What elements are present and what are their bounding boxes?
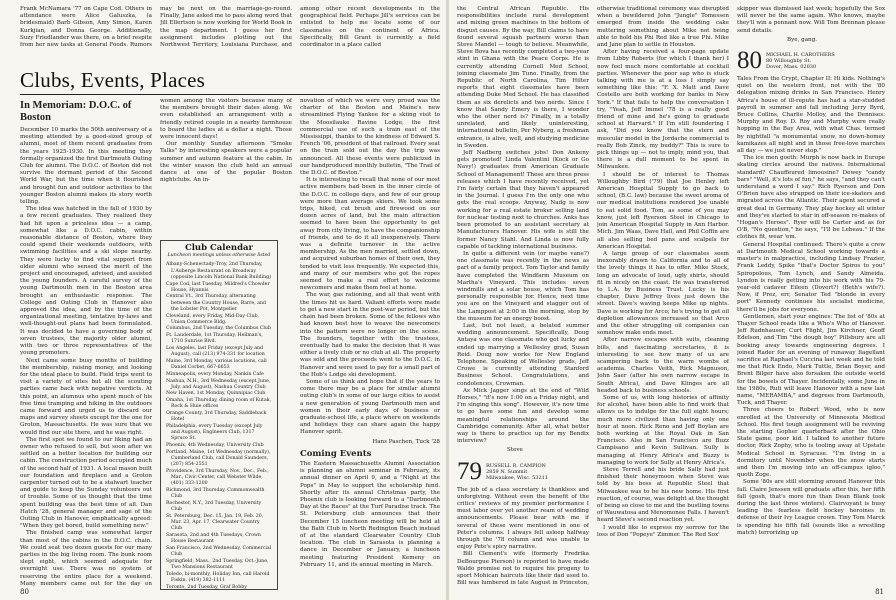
paragraph: Tales From the Crypt, Chapter II: Hi kids. Nothing's quiet on the western front, not with the '80 delegation mixing drinks in San Francisco. Henry Africa's house of ill-repute has had a star-studded payroll in summer and fall including Jerry Byrd, Bruce Collins, Charlie Molloy, and the Dennises: Murphy and Roy. D. Roy and Murphy were really hopping in the Bay Area, with what Chas. termed by nightfall "a monumental snow, no down-homey kamikazes all night and in those free-love marches all day — we just never stop." [737, 76, 885, 155]
paragraph: It is interesting to recall that none of our most active members had been in the inner circle of the D.O.C. in college days, and few of our group were more than average skiers. We took some trips, hiked, cut brush and firewood on our dozen acres of land, but the main attraction seemed to have been the opportunity to get away from city living, to have the companionship of friends, and to do it all inexpensively. There was a definite turnover in the active membership. As the men married, settled down, and acquired suburban homes of their own, they tended to visit less frequently. We expected this, and many of our members who got the ropes seemed to make a real effort to welcome newcomers and make them feel at home. [300, 177, 440, 292]
class-80-address: MICHAEL H. CAROTHERS 80 Willoughby St. Dover, Mass. 02030 [766, 52, 835, 71]
paragraph: I would like to express my sorrow for the loss of Don "Popeye" Zimmer. The Red Sox' [597, 524, 729, 538]
paragraph: Some of us think and hope that if the years to come there may be a place for similar alumni outing club's in some of our large cities to assist a new generation of young Dartmouth men and women in their early days of business or graduate-school life, a place where on weekends and holidays they can share again the happy Hanover spirit. [300, 378, 440, 436]
memoriam-column-2 [160, 98, 292, 236]
calendar-entry: Cleveland, every Friday, Mid-Day Club, Union Commerce Bldg. [166, 313, 260, 325]
club-calendar-list [166, 262, 272, 590]
paragraph: The ice men goeth: Murph is now back in Europe skating circles around the natives. International standard? Chauffeured limousine? Dewey "candy bars" "Well, it's lots of fun," he says, "and they can't understand a word I say." Rich Ryerson and Don O'Brien have also strapped on their ice-skaters and migrated across the Atlantic. Their agent secured a great deal in Germany. They play hockey all winter and they've started to star in off-season re-makes of "Hogan's Heroes". Ryer will be Carter and as for O'B, "No question," he says, "I'll be Lebeau." If the clothes fit, wear 'em. [737, 155, 885, 241]
paragraph: The first spot we found to our liking had an owner who refused to sell, but soon after we settled on a better location for building our cabin. The construction period occupied much of the second half of 1931. A local mason built our foundation and fireplace and a Groton carpenter turned out to be a stalwart teacher and guide to keep the Sunday volunteers out of trouble. Some of us thought that the time spent building was the best time of all. Dan Hatch '28, general manager and sage of the Outing Club in Hanover, emphatically agreed: "When they get bored, build something new." [20, 436, 152, 530]
paragraph: The idea was hatched in the fall of 1930 by a few recent graduates. They realized they had hit upon a priceless idea — a camp, somewhat like a D.O.C. cabin, within reasonable distance of Boston, where they could spend their weekends outdoors, with swimming facilities and a ski slope nearby. They were lucky to find vital support from older alumni who sensed the merit of the project and encouraged, advised, and assisted the young founders. A careful survey of the young Dartmouth men in the Boston area brought an enthusiastic response. The College and Outing Club in Hanover also approved the idea, and by the time of the organizational meeting, tentative by-laws and well-thought-out plans had been formulated. It was decided to have a governing body of seven trustees, the majority older alumni, with two or three representatives of the young promoters. [20, 206, 152, 357]
signoff: Bye, gang. [787, 36, 818, 43]
calendar-entry: Richmond, 3rd Thursday, Commonwealth Club [166, 488, 265, 500]
calendar-entry: Philadelphia, every Tuesday (except July and August), Engineers Club, 1317 Spruce St. [166, 423, 263, 442]
top-text-col3: among other recent developments in the geographical field. Perhaps Jill's services can be enlisted to help me locate some of our classmates on the continent of Africa. Specifically, Bill Grant is currently a field coordinator in a place called [300, 6, 440, 48]
calendar-entry: Rochester, N.Y., 3rd Tuesday, University Club [166, 500, 262, 513]
paragraph: skipper was dismissed last week; hopefully the Sox will never be the same again. Who knows, maybe they'll win a pennant now. Will Tom Brennan please send details. [737, 6, 885, 34]
class-79-address: RUSSELL R. CAMPION 2859 N. Summit Milwaukee, Wisc. 53211 [486, 462, 549, 481]
paragraph: Last, but not least, a belated summer wedding announcement. Specifically, Doug Antaya was one classmate who got lucky and ended up marrying a Wellesley grad, Susan Reid. Doug now works for New England Telephone. Speaking of Wellesley grads, Jeff Crowe is currently attending Stanford Business School. Congratulations, and condolences, Crowman. [457, 322, 589, 387]
paragraph: I should be of interest to Thomas Willoughby Bird ('79) that Joe Henley left American Hospital Supply to go back to school, (B.C. law) because the sweet aroma of our medical institutions rendered Joe unable to eat solid food. Tom, as some of you may know, just left Ryerson Steel in Chicago to join American Hospital Supply in Ann Harbor. Mich. Jim Waas, Dave Hall, and Phil Coffin are all also selling bed pans and scalpels for American Hospital. [597, 171, 729, 250]
class-79-header [457, 457, 589, 485]
paragraph: General Hospital continued: There's quite a crew at Dartmouth Medical School working towards a master's in malpractice, including Lindsay Frazier, Frank Leddy, Spike "that's Doctor Spiros to you" Spiropolous, Tom Lynch, and Sandy Almeida. Lyndon is really getting into his work with his 79-year-old cadaver Eileen (Dovert?) (Beth's wife?). Now, if Prez, err, Senator Ted "blonde in every port" Kennedy continues his socialist medicine, there'll be jobs for everyone. [737, 241, 885, 313]
calendar-entry: Los Angeles, last Friday (except July and August), call (213) 974-331 for location [166, 346, 265, 358]
paragraph: Some of us, with long histories of affinity for alcohol, have been able to find work that allows us to indulge for the full eight hours; much more civilized than having only one hour at noon. Rick Reno and Jeff Boylan are both working at the Royal Oak in San Francisco. Also in San Francisco are Buzz Campisano and Kevin Sullivan. Sully is managing at Henry Africa's and Buzzy is managing to work for Sully at Henry Africa's. [597, 394, 729, 466]
calendar-entry: Albany-Schenectady-Troy, 2nd Thursday, L'Auberge Restaurant on Broadway (opposite Lincoln National Bank Building) [166, 262, 271, 280]
club-calendar-subtitle: Luncheon meetings unless otherwise listed [167, 253, 271, 259]
calendar-entry: Orange County, 3rd Thursday, Saddleback Hotel [166, 411, 267, 423]
calendar-entry: Minneapolis, every Monday, Nankin Cafe [166, 371, 264, 377]
calendar-entry: Omaha, 1st Thursday, dining room of Kutak, Rock & Huie offices [166, 398, 272, 410]
club-calendar-box [160, 240, 278, 590]
calendar-entry: Maine, 3rd Monday, various locations, call Daniel Corbet, 667-6653 [166, 358, 267, 371]
paragraph: otherwise traditional ceremony was disrupted when a bewildered John "Jungle" Tomessen emerged from inside the wedding cake muttering something about Mike not being able to hold his Phi Red like a true Phi. Mike and Jane plan to settle in Houston. [597, 6, 729, 49]
class-notes-col2 [597, 6, 729, 586]
paragraph: A large group of our classmates seem inexorably drawn to California and to all of the lovely things it has to offer. Mike Stock, long an advocate of loud, ugly shirts, should fit in nicely on the coast. He was transferred to L.A. by Business Trust. Lucky is his chapter, Dave Jeffrey lives just down the street. Dave's waving keeps Mike up nights. Dave is working for Arco; he's trying to get oil depletion allowances increased so that Arco and the other struggling oil companies can somehow make ends meet. [597, 250, 729, 337]
calendar-entry: Nashua, N.H., 3rd Wednesday (except June, July, and August), Nashua Country Club [166, 378, 271, 390]
paragraph: The war, gas rationing, and all that went with the times hit us hard. Valiant efforts were made to get a new start in the post-war period, but the chain had been broken. Some of the fellows who had known best how to weave the newcomers into the pattern were no longer on the scene. The founders, together with the trustees, eventually had to make the decision that it was either a lively club or no club at all. The property was sold and the proceeds went to the D.O.C. in Hanover and were used to pay for a small part of the Hob's Lodge ski development. [300, 292, 440, 378]
right-page [449, 0, 896, 600]
coming-events-heading: Coming Events [300, 448, 372, 459]
paragraph: Gentlemen, start your engines: The list of '80s at Thayer School reads like a Who's Who of Hanover. Jeff Rudnhauser, Curt Flight, Jim Kirchner, Geoff Edelson, and Tim "the dough boy" Pillsbury are all booking away towards engineering degrees. I joined Rader for an evening of runaway flagellant sacrifice at Raphael's Cuccina last week and he told me that Rick Endo, Mark Tuttle, Brian Boyer, and Brent Bilger have also forsaken the outside world for the bowels of Thayer. Incidentally, some June in the 1980s, Ruti will leave Hanover with a new last name, "MERAMBA," and degrees from Dartmouth, Tuck, and Thayer. [737, 313, 885, 407]
signature-steve: Steve [507, 447, 523, 454]
calendar-entry: Columbus, 2nd Tuesday, the Columbus Club [166, 326, 271, 332]
class-notes-col3 [737, 6, 885, 586]
calendar-entry: Phoenix, 4th Wednesday, University Club [166, 443, 264, 449]
class-notes-col1 [457, 6, 589, 586]
calendar-entry: New Haven, 1st Monday, Quinnipiac Club [166, 391, 266, 397]
memoriam-column [20, 98, 152, 586]
paragraph: After narrow escapes with suits, cleaning bills, and fascinating secretaries, it is interesting to see how many of us are scampering back to the warm wombs of academia. Charles Veith, Rick Magnuson, John Saer (after his own narrow escape in South Africa), and Dave Klinges are all headed back to business schools. [597, 337, 729, 394]
paragraph: As Mick Jagger sings at the end of "Wild Horses," "it's now 1:00 on a Friday night, and I'm singing this song". However, it's now time to go have some fun and develop some meaningful relationships around the Cambridge community. After all, what better way is there to practice up for my Bendix interview? [457, 387, 589, 445]
paragraph: The Eastern Massachusetts Alumni Association is planning an alumni seminar in February, its annual dinner on April 9, and a "Night at the Pops" in May to support the scholarship fund. Shortly after its annual Christmas party, the Phoenix club is looking forward to a "Dartmouth Day at the Races" at the Turf Paradise track. The St. Petersburg club announces that their December 15 luncheon meeting will be held at the Bath Club in North Redington Beach instead of at the standard Clearwater Country Club location. The club in Sarasota is planning a dance in December or January, a luncheon meeting featuring President Kemeny on February 11, and its annual meeting in March. [300, 460, 440, 568]
calendar-entry: St. Petersburg, Dec. 15, Jan. 19, Feb. 20, Mar. 23, Apr. 17, Clearwater Country Club [166, 513, 264, 532]
article-signature: Hans Paschen, Tuck '28 [372, 438, 440, 445]
paragraph: After having received a four-page update from Libby Roberts (for which I thank her) I now feel much more comfortable at cocktail parties. Whenever the poor sap who is stuck talking with me is at a loss I simply say something like this: "F. X. Matt and Dave Costello are both working for banks in New York." If that fails to help the conversation I try, "Yeah, Jeff Immel '78 is a really good friend of mine and he's going to graduate school at Harvard." If I'm still foundering I ask, "Did you know that the stern and muscular model in the Jordache commercial is really Bob Zinck, my buddy?" This is sure to pick things up — not to imply, mind you, that there is a dull moment to be spent in Milwaukee. [597, 49, 729, 171]
calendar-entry: San Francisco, 2nd Wednesday, Commercial Club [166, 545, 272, 558]
top-text-col2: may be next on the marriage-go-round. Finally, Jane asked me to pass along word that Jill Ellertson is now working for World Book in the map department. I guess her first assignment includes plotting out the Northwest Territory, Louisiana Purchase, and [160, 6, 292, 48]
memoriam-heading: In Memoriam: D.O.C. of Boston [20, 100, 132, 123]
paragraph: women among the visitors because many of the members brought their dates along. We even established an arrangement with a friendly retired couple in a nearby farmhouse to board the ladies at a dollar a night. Those were innocent days! [160, 98, 292, 141]
class-year-80: 80 [737, 47, 762, 75]
paragraph: the Central African Republic. His responsibilities include rural development and mixing green machines in the bottom of disgust causes. By the way, Bill claims to have found several squash partners worse than Steve Mandel — tough to believe. Meanwhile, Steve Bova has recently completed a two-year stint in Ghana with the Peace Corps. He is currently attending Cornell Med School, joining classmate Jim Tuno. Finally, from the Republic of North Carolina, Tim Hilter reports that eight classmates have been attending Duke Med School. He has classified them as six derelicts and two nerds. Since I know that Sandy Emery is there, I wonder who the other nerd is? Finally, in a totally unrelated, and likely uninteresting, international bulletin, Per Nyberg, a freshman entrance, is alive, well, and studying medicine in Sweden. [457, 6, 589, 149]
top-text-col1: Frank McNamara '77 on Cape Cod. Others in attendance were Alice Galuszka, (a bridesmaid) Barb Gibson, Amy Simon, Karen Kurkjian, and Donna George. Additionally, Suzy Friedlander was there, on a brief respite from her new tasks at General Foods. Rumors [20, 6, 152, 48]
memoriam-column-3 [300, 98, 440, 586]
calendar-entry: Toledo, bi-monthly, Holiday Inn, call Harold Fiskin, (419) 382-1111 [166, 571, 270, 583]
calendar-entry: Portland, Maine, 1st Wednesday (normally), Cumberland Club, call Donald Saunders, (207) 854-2551 [166, 449, 271, 468]
class-80-header [737, 49, 885, 73]
paragraph: Some '80s are still storming around Hanover this fall. Claire Jenssen will graduate after this, her fifth fall (gosh, that's more fun than Dean Blank took during the last three winters). Clairvoyant is busy leading the fearless field hockey heroines in defense of their Ivy League crown. Tiny Tom Marck is spending his fifth fall (sounds like a wrestling match) terrorizing up [737, 479, 885, 536]
left-page [0, 0, 447, 600]
page-number-right: 81 [875, 588, 884, 596]
calendar-entry: Central Vt., 3rd Thursday, alternating between the Country House, Barre, and the Lobster Pot, Montpelier [166, 294, 266, 312]
paragraph: Three cheers to Robert Wood, who is now enrolled at the University of Minnesota Medical School. His first tough assignment will be reviving the starting Gopher quarterback after the Ohio State game, poor kid. I talked to another future doctor, Rick Zophy, who is tooling away at Upstate Medical School in Syracuse. "I'm living in a dormitory until November when the snow starts and then I'm moving into an off-campus igloo," quoth Zoge. [737, 407, 885, 479]
calendar-entry: Cape Cod, last Tuesday, Mildred's Chowder House, Hyannis [166, 281, 270, 293]
class-year-79: 79 [457, 457, 482, 485]
paragraph: December 10 marks the 50th anniversary of a meeting attended by a good-sized group of alumni, most of them recent graduates from the years 1925-1930. In this meeting they formally organized the first Dartmouth Outing Club for alumni. The D.O.C. of Boston did not survive the dormant period of the Second World War, but the time when it flourished and brought fun and outdoor activities to the younger Boston alumni makes its story worth telling. [20, 127, 152, 206]
calendar-entry: Toronto, 2nd Tuesday, Graf Bobby [166, 584, 247, 590]
calendar-entry: Sarasota, 2nd and 4th Tuesdays, Crown House Restaurant [166, 532, 261, 545]
club-calendar-title: Club Calendar [184, 243, 254, 253]
paragraph: The finished camp was somewhat larger than most of the cabins in the D.O.C. chain. We could seat two dozen guests for our many parties in the big living room. The bunk room slept eight, which seemed adequate for overnight use. There was no system of reserving the entire place for a weekend. Many members came out for the day on [20, 530, 152, 586]
calendar-entry: Ft. Lauderdale, 1st Thursday, Heilman's, 1710 Sunrise Blvd. [166, 333, 263, 345]
calendar-entry: Providence, 3rd Thursday, Nov., Dec., Feb., Mar., Civic Center, call Webster Wilde, (401) 333-1200 [166, 468, 269, 487]
paragraph: In quite a different vein (or maybe vane?) one classmate was recently in the news as part of a family project. Tom Taylor and family have completed the Windfarm Museum on Martha's Vineyard. This includes seven windmills and a solar house, which Tom has personally responsible for. Hence, next time you are on the Vineyard and stagger out of the Lamppost at 2:00 in the morning, stop by the museum for an energy boost. [457, 250, 589, 322]
paragraph: Our monthly Sunday afternoon "Smoke Talks" by interesting speakers were a popular summer and autumn feature at the cabin. In the winter season the club held an annual dance at one of the popular Boston nightclubs. An in- [160, 141, 292, 184]
paragraph: Next came some busy months of building the membership, raising money, and looking for the ideal place to build. Field trips went to visit a variety of sites but all the scouting parties came back with negative verdicts. At this point, an alumnus who spent much of his free time tramping and hiking in the outdoors came forward and urged us to discard our maps and survey sheets except for the one for Groton, Massachusetts. He was sure that we would find our site there, and he was right. [20, 357, 152, 436]
paragraph: novation of which we were very proud was the charter of the Boston and Maine's new streamlined Flying Yankee for a skiing visit to the Moosilauke Ravine Lodge, the first commercial use of such a train east of the Mississippi, thanks to the kindness of Edward S. French '06, president of that railroad. Every seat on the train sold out the day the trip was announced. All these events were publicized in our handproduced monthly bulletin, "The Trail of the D.O.C. of Boston." [300, 98, 440, 177]
paragraph: The job of a class secretary is thankless and unforgiving. Without even the benefit of the critics' reviews of my premier performance I must labor over yet another ream of wedding announcements. Please bear with me if several of these were mentioned in one of Peter's columns. I always fell asleep halfway through the '78 column and was unable to enjoy Pete's spicy narrative. [457, 486, 589, 551]
paragraph: Jeff Nadberg switches jobs! Don Ankeny gets promoted! Linda Valentini (Kock or Go Navy!) graduates from American Graduate School of Management! These are three press releases which I have recently received, yet I'm fairly certain that they haven't appeared in the Journal. I guess I'm the only one who gets the real scoops. Anyway, Nadg is now working for a real estate broker selling land for nuclear testing next to churches. Anks has been promoted to an assistant secretary at Manufacturers Hanover. His wife is still the former Nancy Stahl. And Linda is now fully capable of tackling international business. [457, 150, 589, 250]
calendar-entry: Springfield, Mass., 2nd Tuesday, Oct.-June, Two Mansions Restaurant [166, 558, 269, 570]
paragraph: Steve Terrell and his bride Sally had just finished their honeymoon when Steve was told by his boss at Republic Steel that Milwaukee was to be his new home. His first reaction, of course, was delight at the thought of being so close to me and the bustling towns of Wauwatosa and Menomonee Falls. I haven't heard Steve's second reaction yet. [597, 467, 729, 524]
paragraph: Bill Clement's wife (formerly Fredrika DeBourgue Pierson) is reported to have made Waldo promise not to require his progeny to sport Mohican haircuts like their dad used to. Bill was lumbered in late August in Princeton, [457, 551, 589, 586]
section-title: Clubs, Events, Places [20, 68, 206, 92]
title-rule [20, 94, 440, 95]
page-number-left: 80 [20, 588, 29, 596]
